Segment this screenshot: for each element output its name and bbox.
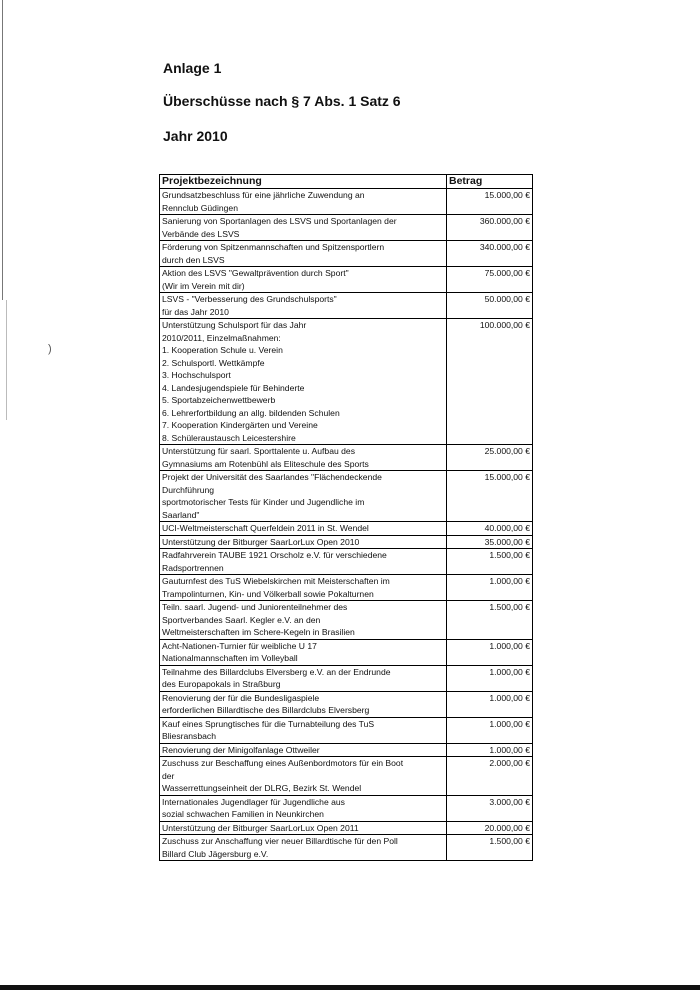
amount-cell: 1.500,00 € <box>447 835 533 861</box>
margin-mark: ) <box>48 343 52 355</box>
project-description-line: Unterstützung der Bitburger SaarLorLux Open 2010 <box>162 536 360 547</box>
project-description <box>160 665 447 691</box>
project-description-line: Renovierung der für die Bundesligaspiele <box>162 692 320 703</box>
project-description <box>160 471 447 522</box>
table-row <box>160 717 533 743</box>
amount-cell: 1.000,00 € <box>447 575 533 601</box>
project-description <box>160 549 447 575</box>
table-row <box>160 267 533 293</box>
project-description-line: sportmotorischer Tests für Kinder und Jugendliche im <box>162 497 365 507</box>
amount-cell: 3.000,00 € <box>447 795 533 821</box>
project-description-line: 2010/2011, Einzelmaßnahmen: <box>162 332 281 343</box>
amount-cell: 340.000,00 € <box>447 241 533 267</box>
project-description-line: Weltmeisterschaften im Schere-Kegeln in Brasilien <box>162 627 355 637</box>
project-description-line: Saarland" <box>162 509 200 520</box>
project-description <box>160 215 447 241</box>
project-description <box>160 717 447 743</box>
project-description-line: 5. Sportabzeichenwettbewerb <box>162 395 276 405</box>
amount-cell: 1.500,00 € <box>447 601 533 640</box>
table-row <box>160 189 533 215</box>
table-body <box>160 189 533 861</box>
amount-cell: 100.000,00 € <box>447 319 533 445</box>
project-description-line: 7. Kooperation Kindergärten und Vereine <box>162 420 318 430</box>
amount-cell: 1.000,00 € <box>447 691 533 717</box>
project-description-line: Grundsatzbeschluss für eine jährliche Zuwendung an <box>162 190 365 200</box>
project-description <box>160 601 447 640</box>
project-description-line: Durchführung <box>162 484 215 495</box>
project-description <box>160 757 447 796</box>
table-header-row <box>160 175 533 189</box>
scan-bottom-edge <box>0 985 700 990</box>
project-description <box>160 293 447 319</box>
project-description-line: Wasserrettungseinheit der DLRG, Bezirk St. Wendel <box>162 783 362 793</box>
project-description-line: 8. Schüleraustausch Leicestershire <box>162 432 296 443</box>
table-row <box>160 522 533 536</box>
scan-edge <box>2 0 3 300</box>
table-row <box>160 319 533 445</box>
project-description-line: Rennclub Güdingen <box>162 202 238 213</box>
table-row <box>160 575 533 601</box>
column-header-amount: Betrag <box>447 175 533 189</box>
amount-cell: 360.000,00 € <box>447 215 533 241</box>
table-row <box>160 293 533 319</box>
project-description <box>160 821 447 835</box>
document-title: Überschüsse nach § 7 Abs. 1 Satz 6 <box>163 93 401 109</box>
project-description-line: Internationales Jugendlager für Jugendliche aus <box>162 796 345 807</box>
amount-cell: 1.500,00 € <box>447 549 533 575</box>
project-description-line: Trampolinturnen, Kin- und Völkerball sowie Pokalturnen <box>162 588 374 599</box>
amount-cell: 15.000,00 € <box>447 471 533 522</box>
project-description-line: erforderlichen Billardtische des Billardclubs Elversberg <box>162 705 370 715</box>
project-description-line: 2. Schulsportl. Wettkämpfe <box>162 357 265 368</box>
project-description-line: Projekt der Universität des Saarlandes "Flächendeckende <box>162 472 382 482</box>
project-description-line: durch den LSVS <box>162 254 225 265</box>
amount-cell: 15.000,00 € <box>447 189 533 215</box>
project-description-line: Kauf eines Sprungtisches für die Turnabteilung des TuS <box>162 718 375 729</box>
table-row <box>160 743 533 757</box>
project-description <box>160 691 447 717</box>
amount-cell: 1.000,00 € <box>447 743 533 757</box>
project-description-line: Renovierung der Minigolfanlage Ottweiler <box>162 744 320 755</box>
amount-cell: 40.000,00 € <box>447 522 533 536</box>
project-description-line: Bliesransbach <box>162 731 216 741</box>
project-description-line: LSVS - "Verbesserung des Grundschulsports" <box>162 294 337 304</box>
project-description-line: Acht-Nationen-Turnier für weibliche U 17 <box>162 640 317 651</box>
scan-edge <box>6 300 7 420</box>
project-description-line: Sportverbandes Saarl. Kegler e.V. an den <box>162 614 321 625</box>
project-description-line: Förderung von Spitzenmannschaften und Spitzensportlern <box>162 242 385 252</box>
project-description-line: Teilnahme des Billardclubs Elversberg e.V. an der Endrunde <box>162 666 391 677</box>
column-header-project: Projektbezeichnung <box>160 175 447 189</box>
project-description-line: Unterstützung Schulsport für das Jahr <box>162 320 307 330</box>
amount-cell: 50.000,00 € <box>447 293 533 319</box>
table-row <box>160 241 533 267</box>
amount-cell: 75.000,00 € <box>447 267 533 293</box>
table-row <box>160 471 533 522</box>
project-description <box>160 743 447 757</box>
table-row <box>160 639 533 665</box>
project-description-line: Teiln. saarl. Jugend- und Juniorenteilnehmer des <box>162 602 348 612</box>
project-description-line: (Wir im Verein mit dir) <box>162 280 245 291</box>
project-description-line: UCI-Weltmeisterschaft Querfeldein 2011 in St. Wendel <box>162 523 369 533</box>
project-description <box>160 639 447 665</box>
project-description-line: Sanierung von Sportanlagen des LSVS und Sportanlagen der <box>162 216 397 226</box>
table-row <box>160 835 533 861</box>
project-description-line: Zuschuss zur Anschaffung vier neuer Billardtische für den Poll <box>162 836 398 846</box>
project-description <box>160 241 447 267</box>
amount-cell: 1.000,00 € <box>447 717 533 743</box>
project-description-line: Aktion des LSVS "Gewaltprävention durch Sport" <box>162 268 349 278</box>
amount-cell: 1.000,00 € <box>447 639 533 665</box>
project-description <box>160 575 447 601</box>
year-label: Jahr 2010 <box>163 128 228 144</box>
table-row <box>160 665 533 691</box>
project-description-line: Verbände des LSVS <box>162 228 240 239</box>
project-description-line: Unterstützung für saarl. Sporttalente u. Aufbau des <box>162 446 355 456</box>
amount-cell: 25.000,00 € <box>447 445 533 471</box>
project-description-line: 1. Kooperation Schule u. Verein <box>162 345 283 355</box>
funding-table <box>159 174 533 861</box>
table-row <box>160 691 533 717</box>
table-row <box>160 549 533 575</box>
table-row <box>160 535 533 549</box>
project-description <box>160 319 447 445</box>
table-row <box>160 821 533 835</box>
table-row <box>160 795 533 821</box>
project-description-line: für das Jahr 2010 <box>162 306 229 317</box>
project-description <box>160 267 447 293</box>
project-description <box>160 535 447 549</box>
table-row <box>160 215 533 241</box>
amount-cell: 2.000,00 € <box>447 757 533 796</box>
project-description-line: Billard Club Jägersburg e.V. <box>162 848 269 859</box>
project-description <box>160 835 447 861</box>
project-description-line: Radfahrverein TAUBE 1921 Orscholz e.V. für verschiedene <box>162 550 387 560</box>
project-description-line: Radsportrennen <box>162 562 224 573</box>
amount-cell: 1.000,00 € <box>447 665 533 691</box>
table-row <box>160 601 533 640</box>
table-row <box>160 757 533 796</box>
project-description-line: 6. Lehrerfortbildung an allg. bildenden Schulen <box>162 407 340 418</box>
project-description-line: sozial schwachen Familien in Neunkirchen <box>162 809 324 819</box>
project-description <box>160 795 447 821</box>
project-description-line: der <box>162 770 175 781</box>
project-description <box>160 189 447 215</box>
project-description-line: Zuschuss zur Beschaffung eines Außenbordmotors für ein Boot <box>162 758 404 768</box>
project-description-line: Gymnasiums am Rotenbühl als Eliteschule des Sports <box>162 458 369 469</box>
project-description-line: Gauturnfest des TuS Wiebelskirchen mit Meisterschaften im <box>162 576 390 586</box>
project-description <box>160 522 447 536</box>
project-description-line: 4. Landesjugendspiele für Behinderte <box>162 382 305 393</box>
project-description-line: Nationalmannschaften im Volleyball <box>162 653 298 663</box>
project-description-line: des Europapokals in Straßburg <box>162 679 281 689</box>
table-row <box>160 445 533 471</box>
attachment-label: Anlage 1 <box>163 60 222 76</box>
amount-cell: 35.000,00 € <box>447 535 533 549</box>
amount-cell: 20.000,00 € <box>447 821 533 835</box>
project-description <box>160 445 447 471</box>
project-description-line: Unterstützung der Bitburger SaarLorLux Open 2011 <box>162 822 359 833</box>
project-description-line: 3. Hochschulsport <box>162 370 231 380</box>
